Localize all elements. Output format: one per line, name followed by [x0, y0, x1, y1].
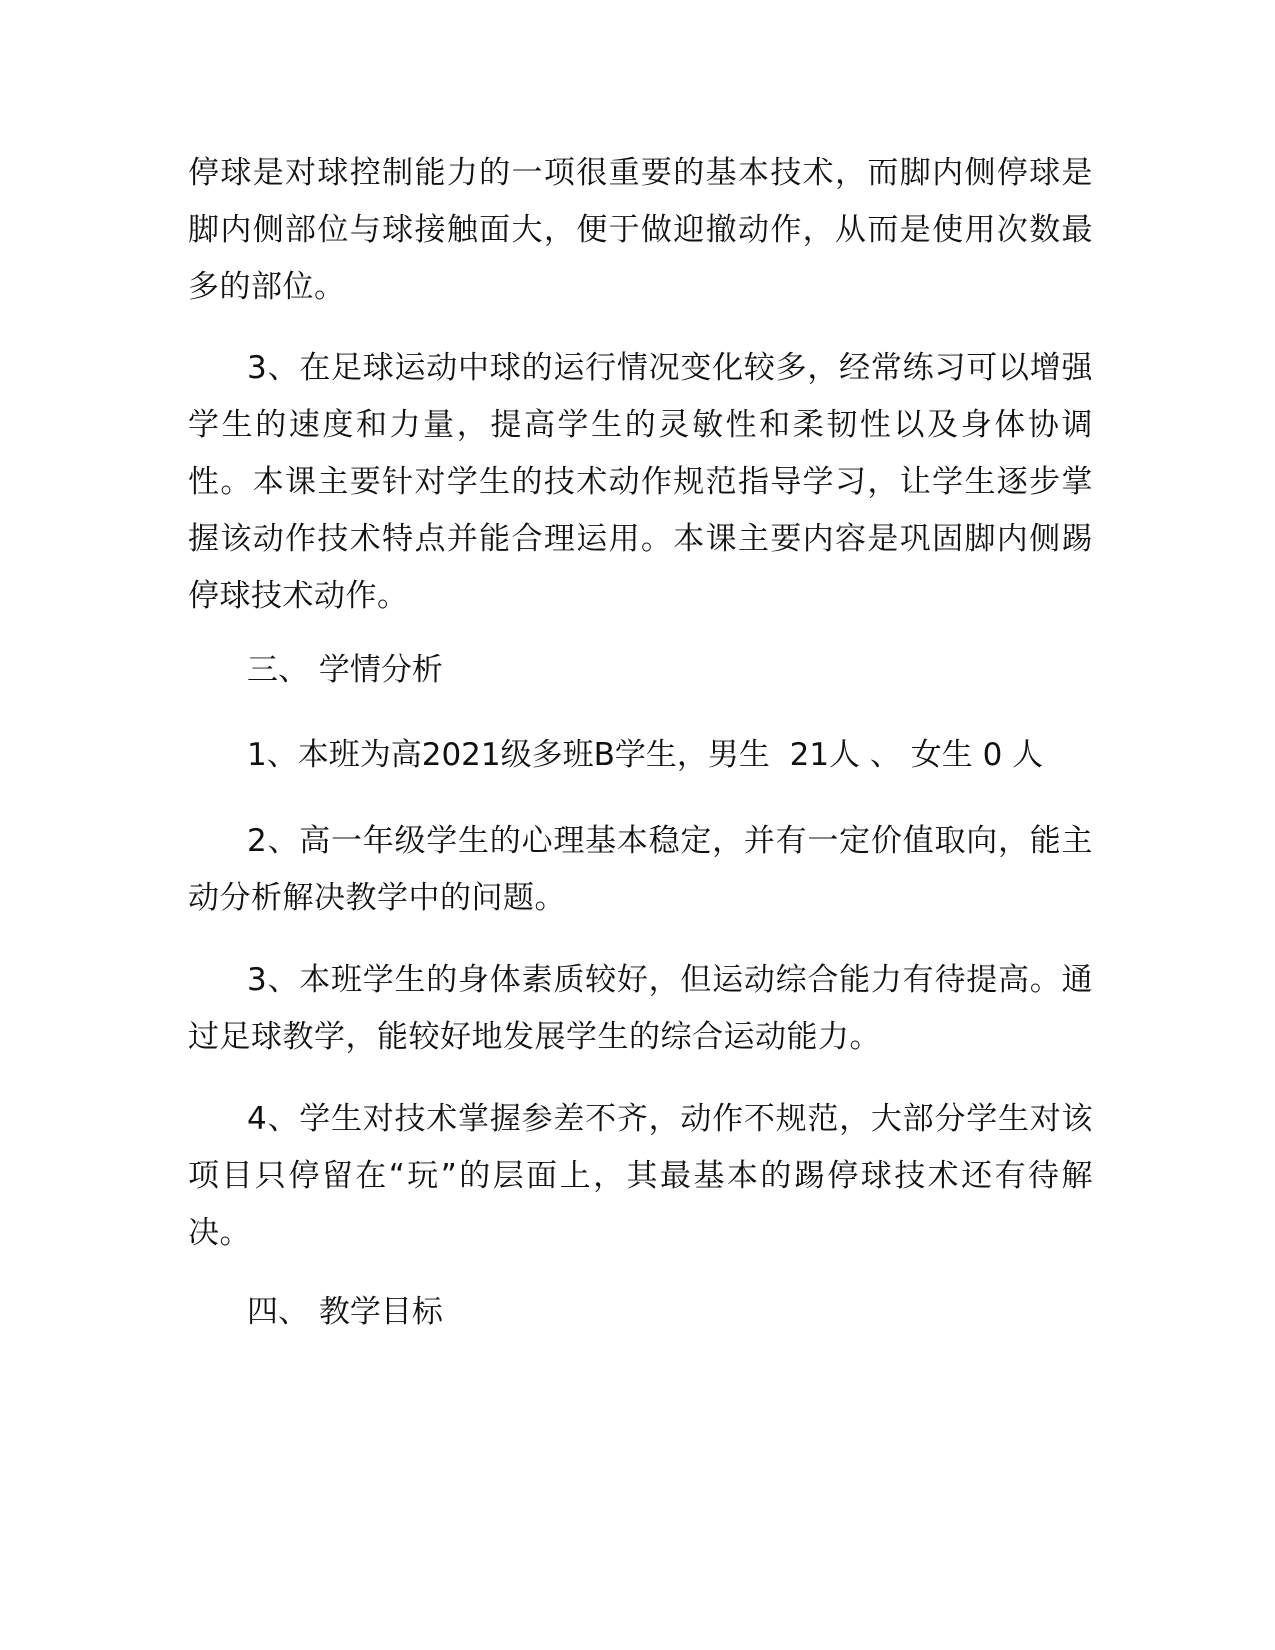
student-analysis-item-3: 3、本班学生的身体素质较好，但运动综合能力有待提高。通过足球教学，能较好地发展学生的综合运动能力。: [188, 962, 1093, 1055]
student-analysis-item-4: 4、学生对技术掌握参差不齐，动作不规范，大部分学生对该项目只停留在“玩”的层面上，其最基本的踢停球技术还有待解决。: [188, 1101, 1093, 1251]
student-analysis-item-1: 1、本班为高2021级多班B学生，男生 21人 、 女生 0 人: [247, 737, 1044, 773]
student-analysis-item-2: 2、高一年级学生的心理基本稳定，并有一定价值取向，能主动分析解决教学中的问题。: [188, 823, 1093, 916]
paragraph-point-3-content: 3、在足球运动中球的运行情况变化较多，经常练习可以增强学生的速度和力量，提高学生的灵敏性和柔韧性以及身体协调性。本课主要针对学生的技术动作规范指导学习，让学生逐步掌握该动作技术特点并能合理运用。本课主要内容是巩固脚内侧踢停球技术动作。: [188, 350, 1093, 614]
section-heading-teaching-goals: 四、 教学目标: [247, 1294, 443, 1330]
section-heading-student-analysis: 三、 学情分析: [247, 652, 443, 688]
paragraph-trapping-technique: 停球是对球控制能力的一项很重要的基本技术，而脚内侧停球是脚内侧部位与球接触面大，便于做迎撤动作，从而是使用次数最多的部位。: [188, 155, 1093, 305]
